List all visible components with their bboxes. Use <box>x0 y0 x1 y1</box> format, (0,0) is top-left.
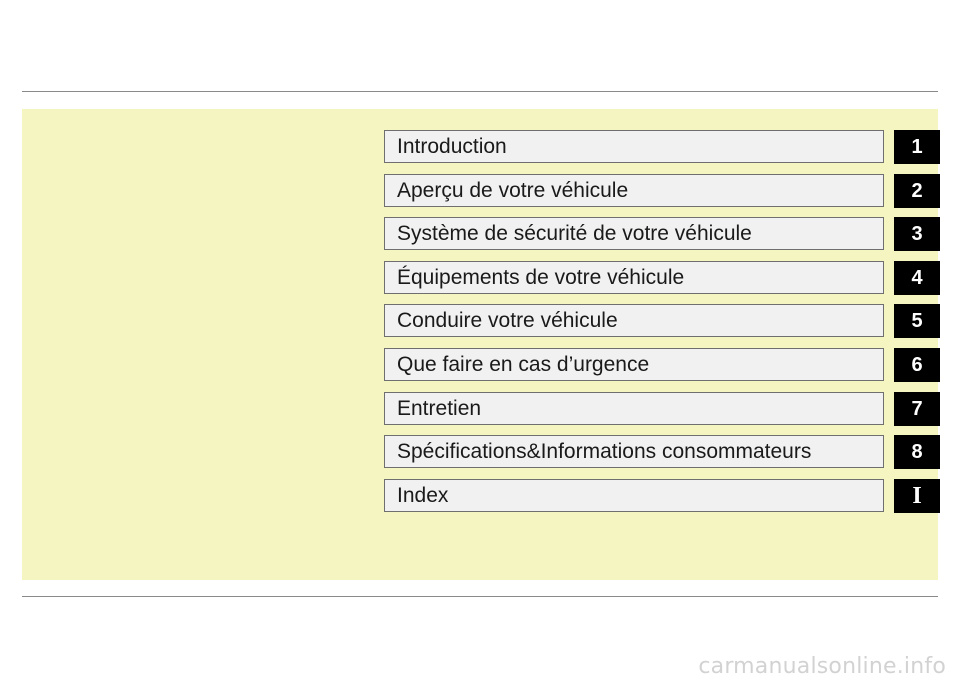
chapter-tab-number: 3 <box>911 223 923 246</box>
toc-entry-urgence[interactable] <box>384 348 884 381</box>
chapter-tab-number: 8 <box>911 441 923 464</box>
chapter-tab-1[interactable] <box>894 130 940 164</box>
toc-row-equipements <box>384 261 940 296</box>
toc-entry-apercu[interactable] <box>384 174 884 207</box>
toc-entry-label: Conduire votre véhicule <box>397 309 618 333</box>
toc-entry-securite[interactable] <box>384 217 884 250</box>
chapter-tab-number: 6 <box>911 353 923 376</box>
toc-row-urgence <box>384 348 940 383</box>
chapter-tab-number: 7 <box>911 397 923 420</box>
toc-entry-label: Entretien <box>397 396 482 420</box>
toc-entry-label: Système de sécurité de votre véhicule <box>397 222 752 246</box>
toc-row-apercu <box>384 174 940 209</box>
toc-row-securite <box>384 217 940 252</box>
chapter-tab-index[interactable] <box>894 479 940 513</box>
toc-entry-label: Index <box>397 483 449 507</box>
chapter-tab-number: 4 <box>911 266 923 289</box>
toc-entry-label: Introduction <box>397 135 507 158</box>
toc-row-entretien <box>384 392 940 427</box>
toc-entry-label: Spécifications&Informations consommateurs <box>397 440 812 464</box>
chapter-tab-2[interactable] <box>894 174 940 208</box>
toc-entry-label: Équipements de votre véhicule <box>397 265 685 289</box>
toc-row-introduction <box>384 130 940 165</box>
chapter-tab-3[interactable] <box>894 217 940 251</box>
table-of-contents <box>384 130 940 522</box>
toc-entry-conduire[interactable] <box>384 304 884 337</box>
chapter-tab-4[interactable] <box>894 261 940 295</box>
toc-entry-label: Aperçu de votre véhicule <box>397 178 629 202</box>
bottom-rule <box>22 596 938 597</box>
toc-row-conduire <box>384 304 940 339</box>
chapter-tab-5[interactable] <box>894 304 940 338</box>
toc-row-specifications <box>384 435 940 470</box>
toc-entry-introduction[interactable] <box>384 130 884 163</box>
watermark: carmanualsonline.info <box>698 654 946 679</box>
chapter-tab-number: 5 <box>911 310 923 333</box>
toc-entry-label: Que faire en cas d’urgence <box>397 352 650 376</box>
chapter-tab-8[interactable] <box>894 435 940 469</box>
toc-entry-specifications[interactable] <box>384 435 884 468</box>
chapter-tab-6[interactable] <box>894 348 940 382</box>
toc-entry-equipements[interactable] <box>384 261 884 294</box>
toc-entry-index[interactable] <box>384 479 884 512</box>
toc-entry-entretien[interactable] <box>384 392 884 425</box>
chapter-tab-number: 1 <box>911 136 923 158</box>
toc-row-index <box>384 479 940 514</box>
top-rule <box>22 91 938 92</box>
chapter-tab-7[interactable] <box>894 392 940 426</box>
chapter-tab-number: I <box>912 482 922 509</box>
chapter-tab-number: 2 <box>911 179 923 202</box>
